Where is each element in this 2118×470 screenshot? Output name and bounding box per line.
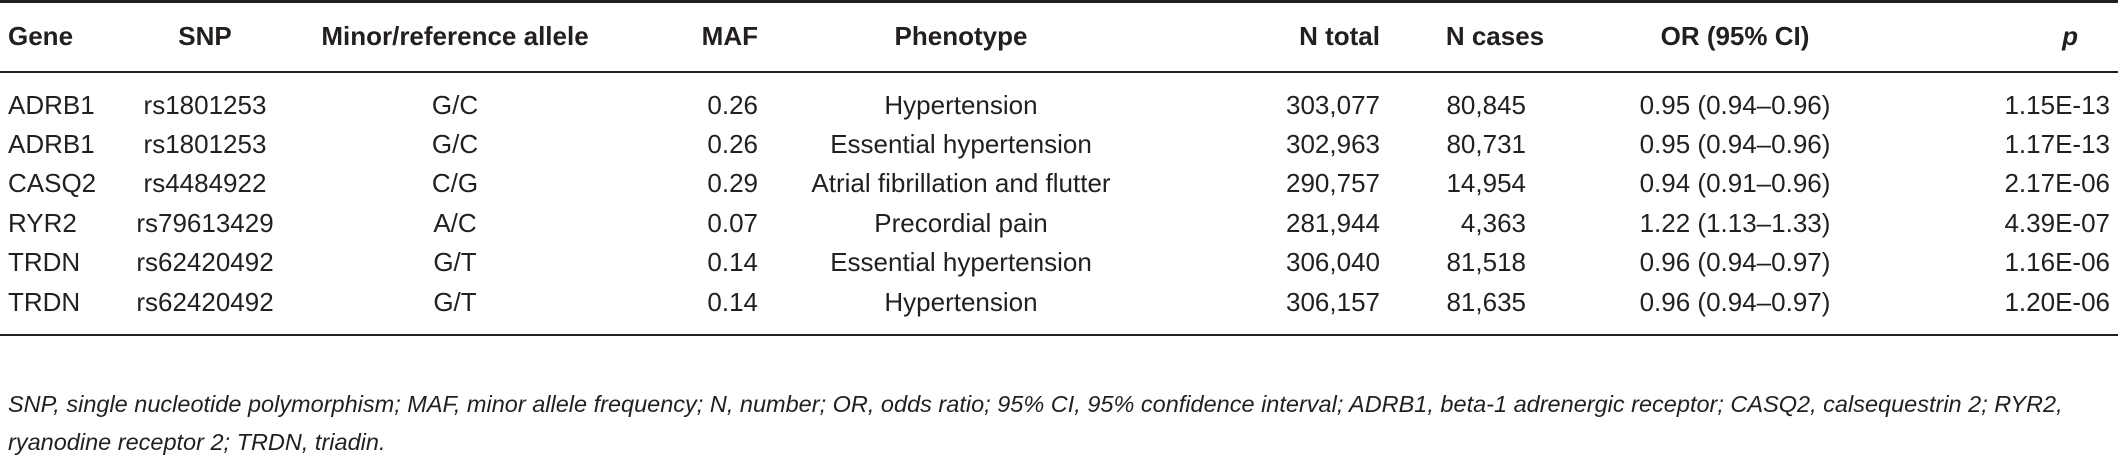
- header-snp: SNP: [120, 2, 290, 72]
- cell-allele: G/T: [433, 247, 477, 278]
- cell-snp: rs62420492: [136, 247, 274, 278]
- cell-maf: 0.14: [707, 247, 758, 278]
- cell-maf: 0.07: [707, 207, 758, 238]
- cell-n-total: 290,757: [1286, 168, 1380, 199]
- cell-n-total: 306,040: [1286, 247, 1380, 278]
- cell-n-cases: 80,845: [1446, 90, 1526, 120]
- cell-n-cases: 14,954: [1446, 168, 1526, 199]
- cell-n-cases: 4,363: [1460, 207, 1526, 238]
- cell-snp: rs1801253: [143, 128, 267, 159]
- header-maf: MAF: [620, 2, 766, 72]
- cell-n-cases: 81,635: [1400, 283, 1590, 335]
- cell-snp: rs4484922: [143, 168, 267, 199]
- header-gene: Gene: [0, 2, 120, 72]
- cell-maf: 0.14: [620, 283, 766, 335]
- cell-odds-ratio: 0.96 (0.94–0.97): [1639, 247, 1831, 278]
- cell-phenotype: Precordial pain: [874, 207, 1048, 238]
- cell-phenotype: Atrial fibrillation and flutter: [811, 168, 1111, 199]
- cell-p-value: 4.39E-07: [2004, 207, 2110, 238]
- cell-n-total: 306,157: [1156, 283, 1400, 335]
- table-row: [0, 204, 2118, 244]
- table-row: [0, 164, 2118, 204]
- cell-allele: G/C: [431, 128, 479, 159]
- header-phenotype: Phenotype: [766, 2, 1156, 72]
- cell-allele: C/G: [431, 168, 479, 199]
- table-footnote: SNP, single nucleotide polymorphism; MAF, minor allele frequency; N, number; OR, odds ratio; 95% CI, 95% confidence interval; ADRB1, beta-1 adrenergic receptor; CASQ2, calsequestrin 2; RYR2, ryanodine receptor 2; TRDN, triadin.: [8, 391, 2063, 455]
- cell-snp: rs1801253: [143, 90, 267, 120]
- cell-snp: rs79613429: [136, 207, 274, 238]
- cell-p-value: 1.17E-13: [2004, 128, 2110, 159]
- cell-n-total: 281,944: [1286, 207, 1380, 238]
- cell-odds-ratio: 0.94 (0.91–0.96): [1639, 168, 1831, 199]
- cell-allele: G/T: [290, 283, 620, 335]
- cell-maf: 0.26: [707, 128, 758, 159]
- header-odds-ratio: OR (95% CI): [1590, 2, 1880, 72]
- table-row: [0, 283, 2118, 335]
- cell-n-cases: 81,518: [1446, 247, 1526, 278]
- table-header-row: [0, 2, 2118, 72]
- cell-gene: TRDN: [8, 247, 81, 278]
- header-allele: Minor/reference allele: [290, 2, 620, 72]
- cell-gene: RYR2: [8, 207, 77, 238]
- header-n-total: N total: [1156, 2, 1400, 72]
- cell-phenotype: Hypertension: [884, 90, 1038, 120]
- cell-gene: ADRB1: [8, 128, 95, 159]
- table-row: [0, 125, 2118, 165]
- cell-n-total: 303,077: [1286, 90, 1380, 120]
- cell-maf: 0.29: [707, 168, 758, 199]
- cell-n-cases: 80,731: [1446, 128, 1526, 159]
- cell-p-value: 1.20E-06: [1880, 283, 2118, 335]
- cell-phenotype: Hypertension: [766, 283, 1156, 335]
- cell-odds-ratio: 0.95 (0.94–0.96): [1639, 90, 1831, 120]
- cell-p-value: 2.17E-06: [2004, 168, 2110, 199]
- header-n-cases: N cases: [1400, 2, 1590, 72]
- cell-gene: TRDN: [0, 283, 120, 335]
- cell-n-total: 302,963: [1286, 128, 1380, 159]
- cell-maf: 0.26: [707, 90, 758, 120]
- cell-odds-ratio: 1.22 (1.13–1.33): [1639, 207, 1831, 238]
- cell-snp: rs62420492: [120, 283, 290, 335]
- cell-allele: G/C: [431, 90, 479, 120]
- cell-phenotype: Essential hypertension: [830, 247, 1092, 278]
- cell-odds-ratio: 0.96 (0.94–0.97): [1590, 283, 1880, 335]
- cell-gene: ADRB1: [8, 90, 95, 120]
- cell-p-value: 1.16E-06: [2004, 247, 2110, 278]
- header-p-value: p: [1880, 2, 2118, 72]
- cell-p-value: 1.15E-13: [2004, 90, 2110, 120]
- cell-allele: A/C: [433, 207, 477, 238]
- cell-odds-ratio: 0.95 (0.94–0.96): [1639, 128, 1831, 159]
- cell-phenotype: Essential hypertension: [830, 128, 1092, 159]
- cell-gene: CASQ2: [8, 168, 97, 199]
- table-row: [0, 243, 2118, 283]
- table-row: [0, 72, 2118, 125]
